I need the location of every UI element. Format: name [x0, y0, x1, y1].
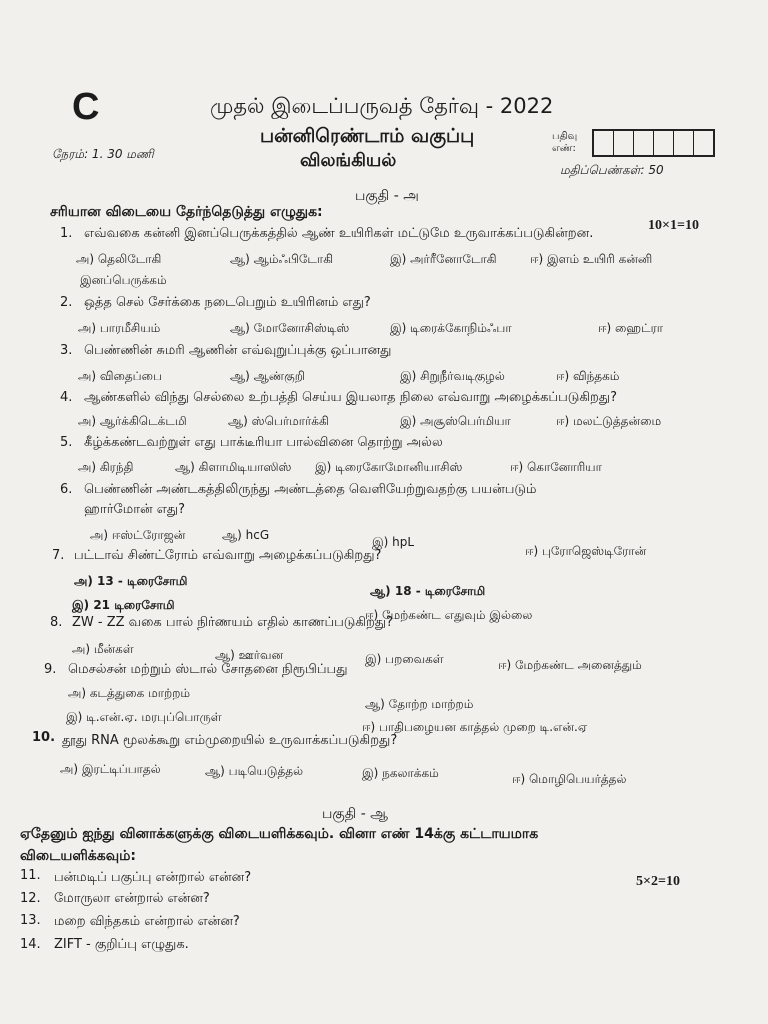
question-text: மறை விந்தகம் என்றால் என்ன? [54, 914, 240, 929]
option-a: அ) ஈஸ்ட்ரோஜன் [90, 528, 186, 542]
question-text: ஆண்களில் விந்து செல்லை உற்பத்தி செய்ய இயலாத நிலை எவ்வாறு அழைக்கப்படுகிறது? [84, 390, 618, 405]
question-text: பட்டாவ் சிண்ட்ரோம் எவ்வாறு அழைக்கப்படுகிறது? [74, 548, 382, 563]
option-b: ஆ) 18 - டிரைசோமி [370, 584, 486, 598]
question-text-continuation: ஹார்மோன் எது? [84, 502, 186, 517]
question-text: மெசல்சன் மற்றும் ஸ்டால் சோதனை நிரூபிப்பது [68, 662, 348, 677]
option-a: அ) விதைப்பை [78, 369, 162, 383]
question-number: 3. [60, 343, 73, 358]
part-b-title: பகுதி - ஆ [322, 806, 388, 822]
option-b: ஆ) ஆண்குறி [230, 369, 306, 383]
option-a: அ) தெலிடோகி [76, 252, 162, 266]
option-a: அ) ஆர்க்கிடெக்டமி [78, 414, 187, 428]
question-text: ZW - ZZ வகை பால் நிர்ணயம் எதில் காணப்படுகிறது? [72, 615, 394, 630]
question-number: 8. [50, 615, 63, 630]
option-d: ஈ) கொனோரியா [510, 460, 602, 474]
option-d: ஈ) மேற்கண்ட எதுவும் இல்லை [365, 608, 533, 622]
part-b-instruction-continuation: விடையளிக்கவும்: [20, 848, 136, 864]
option-b: ஆ) ஸ்பெர்மார்க்கி [228, 414, 329, 428]
part-a-instruction: சரியான விடையை தேர்ந்தெடுத்து எழுதுக: [50, 204, 323, 220]
option-a: அ) கடத்துகை மாற்றம் [68, 686, 191, 700]
option-a: அ) கிரந்தி [78, 460, 134, 474]
option-d: ஈ) மொழிபெயர்த்தல் [512, 772, 627, 786]
question-number: 6. [60, 482, 73, 497]
part-b-score: 5×2=10 [636, 874, 680, 889]
option-c: இ) நகலாக்கம் [362, 766, 439, 780]
option-c: இ) பறவைகள் [365, 652, 444, 666]
option-a: அ) 13 - டிரைசோமி [74, 574, 188, 588]
question-text: கீழ்க்கண்டவற்றுள் எது பாக்டீரியா பால்வினை தொற்று அல்ல [84, 435, 443, 450]
option-c: இ) டிரைகோமோனியாசிஸ் [315, 460, 463, 474]
option-c: இ) 21 டிரைசோமி [72, 598, 175, 612]
question-number: 13. [20, 913, 41, 928]
option-d: ஈ) மலட்டுத்தன்மை [556, 414, 662, 428]
option-a: அ) இரட்டிப்பாதல் [60, 762, 161, 776]
option-b: ஆ) ஆம்ஃபிடோகி [230, 252, 334, 266]
subject-title: விலங்கியல் [300, 150, 397, 171]
question-number: 9. [44, 662, 57, 677]
register-box[interactable] [634, 131, 654, 155]
exam-time: நேரம்: 1. 30 மணி [52, 147, 154, 161]
total-marks: மதிப்பெண்கள்: 50 [560, 163, 664, 177]
paper-code: C [72, 86, 100, 128]
exam-title: முதல் இடைப்பருவத் தேர்வு - 2022 [210, 94, 554, 118]
option-b: ஆ) hcG [222, 528, 270, 542]
option-b: ஆ) ஊர்வன [215, 648, 284, 662]
option-c: இ) சிறுநீர்வடிகுழல் [400, 369, 505, 383]
question-number: 12. [20, 891, 41, 906]
option-d: ஈ) மேற்கண்ட அனைத்தும் [498, 658, 642, 672]
register-number-boxes[interactable] [592, 129, 715, 157]
question-number: 10. [32, 730, 56, 745]
option-b: ஆ) மோனோசிஸ்டிஸ் [230, 321, 350, 335]
option-continuation: இனப்பெருக்கம் [80, 273, 167, 287]
question-number: 5. [60, 435, 73, 450]
question-number: 4. [60, 390, 73, 405]
option-a: அ) மீன்கள் [72, 642, 134, 656]
option-c: இ) டி.என்.ஏ. மரபுப்பொருள் [66, 710, 222, 724]
question-text: ஒத்த செல் சேர்க்கை நடைபெறும் உயிரினம் எது? [84, 295, 371, 310]
option-b: ஆ) கிளாமிடியாஸிஸ் [175, 460, 292, 474]
register-box[interactable] [614, 131, 634, 155]
part-a-title: பகுதி - அ [355, 188, 419, 204]
option-c: இ) அர்ரீனோடோகி [390, 252, 497, 266]
option-b: ஆ) தோற்ற மாற்றம் [365, 697, 474, 711]
question-text: பன்மடிப் பகுப்பு என்றால் என்ன? [54, 870, 252, 885]
option-c: இ) டிரைக்கோநிம்ஃபா [390, 321, 512, 335]
option-d: ஈ) பாதிபழையன காத்தல் முறை டி.என்.ஏ [362, 720, 588, 734]
option-b: ஆ) படியெடுத்தல் [205, 764, 304, 778]
question-number: 2. [60, 295, 73, 310]
part-b-instruction: ஏதேனும் ஐந்து வினாக்களுக்கு விடையளிக்கவும். வினா எண் 14க்கு கட்டாயமாக [20, 826, 539, 842]
option-c: இ) hpL [372, 535, 415, 549]
question-text: தூது RNA மூலக்கூறு எம்முறையில் உருவாக்கப்படுகிறது? [62, 733, 398, 748]
question-number: 1. [60, 226, 73, 241]
option-d: ஈ) இளம் உயிரி கன்னி [530, 252, 653, 266]
class-title: பன்னிரெண்டாம் வகுப்பு [260, 125, 475, 147]
register-number-label: பதிவு எண்: [552, 131, 578, 154]
part-a-score: 10×1=10 [648, 218, 699, 233]
option-d: ஈ) புரோஜெஸ்டிரோன் [525, 544, 647, 558]
question-text: ZIFT - குறிப்பு எழுதுக. [54, 937, 189, 952]
register-box[interactable] [674, 131, 694, 155]
option-d: ஈ) விந்தகம் [556, 369, 620, 383]
register-box[interactable] [594, 131, 614, 155]
question-text: எவ்வகை கன்னி இனப்பெருக்கத்தில் ஆண் உயிரிகள் மட்டுமே உருவாக்கப்படுகின்றன. [84, 226, 594, 241]
register-box[interactable] [694, 131, 713, 155]
question-number: 7. [52, 548, 65, 563]
question-text: பெண்ணின் சுமரி ஆணின் எவ்வுறுப்புக்கு ஒப்பானது [84, 343, 392, 358]
question-text: பெண்ணின் அண்டகத்திலிருந்து அண்டத்தை வெளியேற்றுவதற்கு பயன்படும் [84, 482, 537, 497]
option-c: இ) அசூஸ்பெர்மியா [400, 414, 511, 428]
question-text: மோருலா என்றால் என்ன? [54, 891, 210, 906]
question-number: 14. [20, 937, 41, 952]
option-d: ஈ) ஹைட்ரா [598, 321, 664, 335]
register-box[interactable] [654, 131, 674, 155]
question-number: 11. [20, 868, 41, 883]
option-a: அ) பாரமீசியம் [78, 321, 161, 335]
